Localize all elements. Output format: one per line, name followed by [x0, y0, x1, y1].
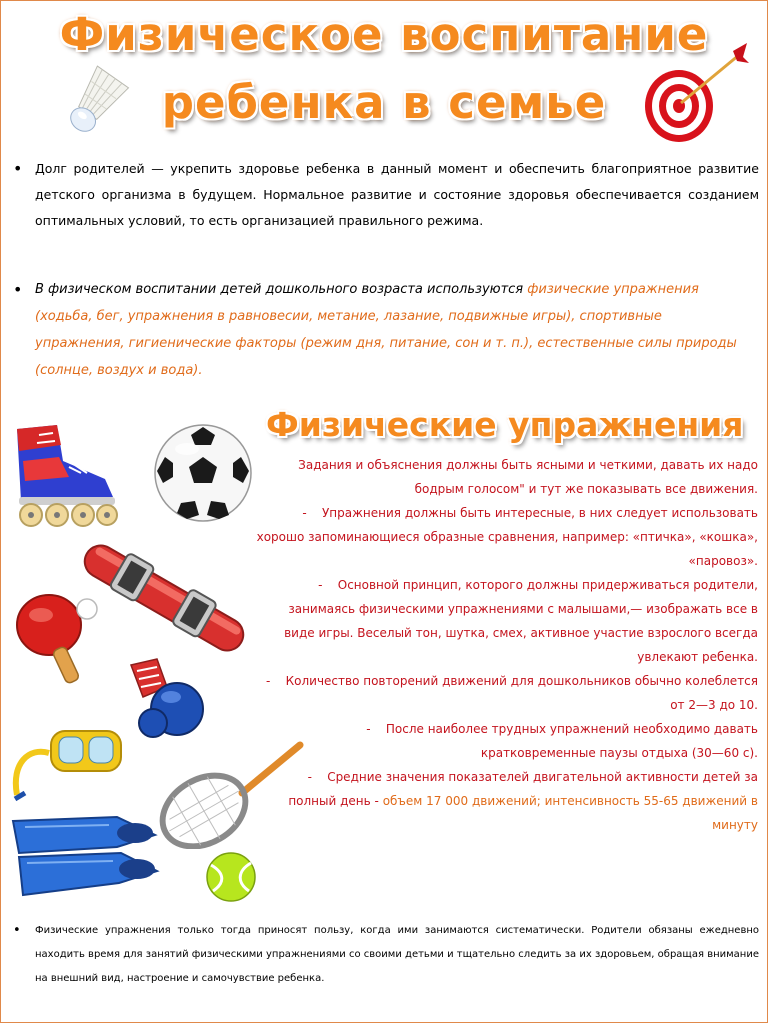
list-item-text: После наиболее трудных упражнений необходимо давать кратковременные паузы отдыха (30—60 с). [385, 722, 758, 760]
means-paragraph [13, 276, 755, 384]
boxing-glove-icon [127, 657, 207, 745]
swim-fins-icon [9, 813, 161, 907]
swim-mask-icon [9, 723, 127, 803]
closing-text: Физические упражнения только тогда приносят пользу, когда ими занимаются систематически. Родители обязаны ежедневно находить время для занятий физическими упражнениями со своими детьми и тщательно следить за их здоровьем, обращая внимание на внешний вид, настроение и самочувствие ребенка. [35, 925, 759, 984]
page-title-line2: ребенка в семье [161, 76, 607, 129]
list-item-text: Количество повторений движений для дошкольников обычно колеблется от 2—3 до 10. [285, 674, 758, 712]
list-item-highlight: объем 17 000 движений; интенсивность 55-65 движений в минуту [382, 794, 758, 832]
list-item [256, 573, 758, 669]
list-item-text: Основной принцип, которого должны придерживаться родители, занимаясь физическими упражнениями с малышами,— изображать все в виде игры. Веселый тон, шутка, смех, активное участие взрослого всегда увлекают ребенка. [284, 578, 758, 664]
list-item [256, 765, 758, 837]
tennis-ball-icon [205, 851, 257, 903]
page-title-line1: Физическое воспитание [59, 8, 709, 61]
list-item [256, 501, 758, 573]
dart-target-icon [637, 41, 755, 145]
means-prefix: В физическом воспитании детей дошкольного возраста используются [35, 282, 528, 297]
shuttlecock-icon [53, 63, 135, 145]
list-item-text: Задания и объяснения должны быть ясными и четкими, давать их надо бодрым голосом" и тут же показывать все движения. [298, 458, 758, 496]
roller-skate-icon [9, 421, 121, 529]
exercise-list [256, 453, 758, 837]
list-item [256, 717, 758, 765]
means-highlight: физические упражнения (ходьба, бег, упражнения в равновесии, метание, лазание, подвижные игры), спортивные упражнения, гигиенические факторы (режим дня, питание, сон и т. п.), естественные силы природы (солнце, воздух и вода). [35, 282, 737, 378]
list-item [256, 453, 758, 501]
list-item-text: Средние значения показателей двигательной активности детей за полный день - [288, 770, 758, 808]
list-dash: - [307, 770, 312, 784]
list-dash: - [366, 722, 371, 736]
list-item [256, 669, 758, 717]
closing-paragraph [13, 919, 759, 991]
bullet-dot: • [13, 923, 21, 938]
list-item-text: Упражнения должны быть интересные, в них следует использовать хорошо запоминающиеся образные сравнения, например: «птичка», «кошка», «паровоз». [256, 506, 758, 568]
list-dash: - [302, 506, 307, 520]
bullet-dot: • [13, 280, 23, 299]
ping-pong-paddle-icon [15, 591, 101, 691]
bullet-dot: • [13, 159, 23, 178]
intro-paragraph [13, 156, 759, 234]
list-dash: - [318, 578, 323, 592]
soccer-ball-icon [151, 421, 255, 525]
section-title: Физические упражнения [266, 405, 744, 444]
intro-text: Долг родителей — укрепить здоровье ребенка в данный момент и обеспечить благоприятное развитие детского организма в будущем. Нормальное развитие и состояние здоровья обеспечивается созданием оптимальных условий, то есть организацией правильного режима. [35, 161, 759, 228]
list-dash: - [266, 674, 271, 688]
